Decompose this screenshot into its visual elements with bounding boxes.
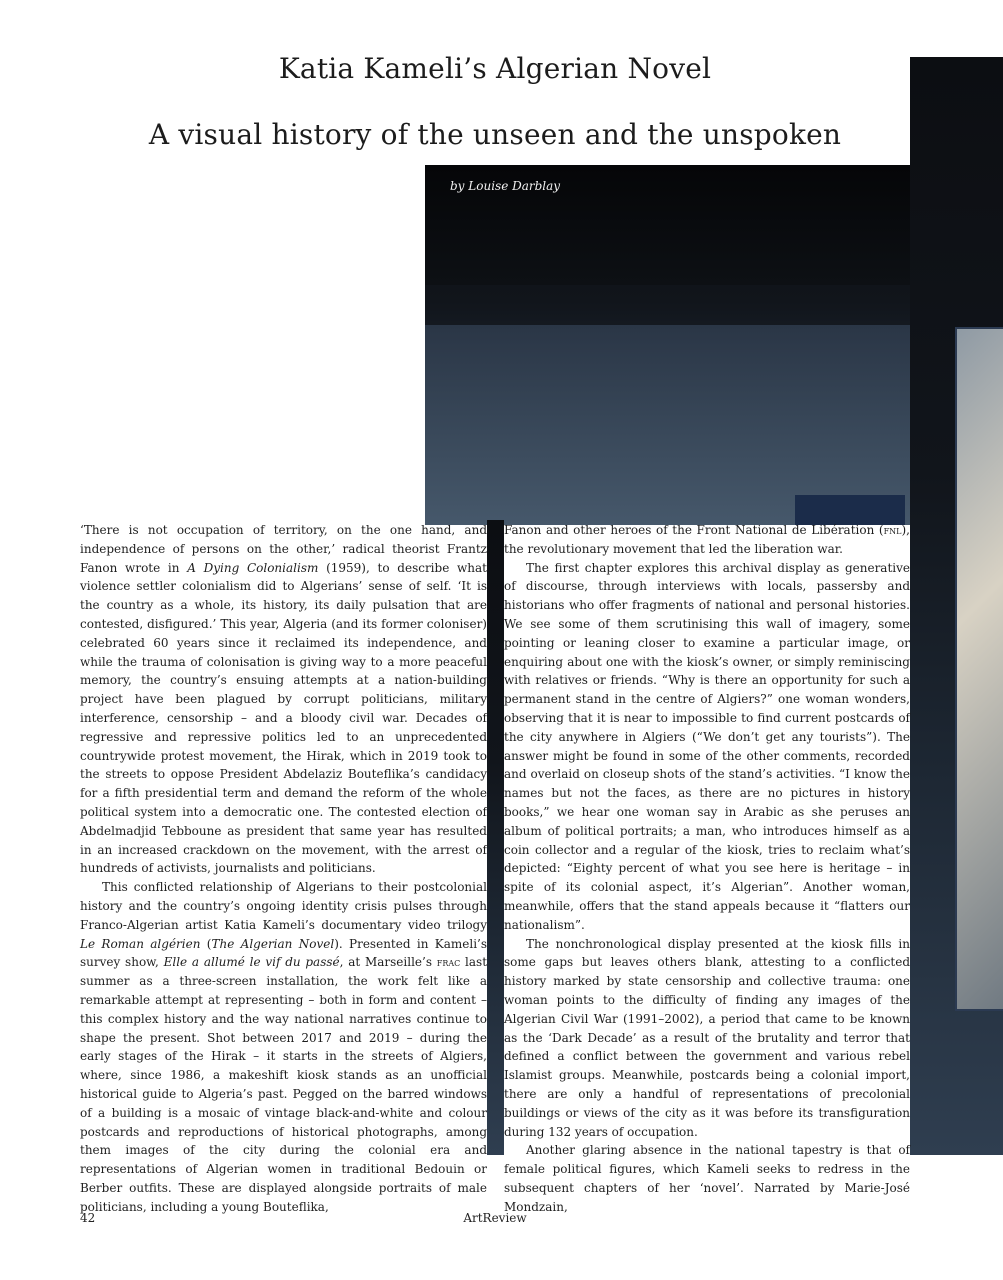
text-run: ( xyxy=(200,936,212,951)
acronym: fnl xyxy=(883,523,902,537)
text-run: This conflicted relationship of Algerians to their postcolonial history and the country’s ongoing identity crisis pulses through Franco-Algerian artist Katia Kameli’s documentary video trilogy xyxy=(80,880,487,932)
text-run: (1959), to describe what violence settler colonialism did to Algerians’ sense of self. ‘It is the country as a whole, its history, its daily pulsation that are contested, disfigured.’ This year, Algeria (and its former coloniser) celebrated 60 years since it reclaimed its independence, and while the trauma of colonisation is giving way to a more peaceful memory, the country’s ensuing attempts at a nation-building project have been plagued by corrupt politicians, military interference, censorship – and a bloody civil war. Decades of regressive and repressive politics led to an unprecedented countrywide protest movement, the Hirak, which in 2019 took to the streets to oppose President Abdelaziz Bouteflika’s candidacy for a fifth presidential term and demand the reform of the whole political system into a democratic one. The contested election of Abdelmadjid Tebboune as president that same year has resulted in an increased crackdown on the movement, with the arrest of hundreds of activists, journalists and politicians. xyxy=(80,560,487,876)
page-number: 42 xyxy=(80,1211,96,1225)
text-run: ). Presented in Kameli’s survey show, xyxy=(80,936,488,970)
text-run: , at Marseille’s xyxy=(339,955,437,970)
publication-name: ArtReview xyxy=(463,1211,527,1225)
italic-title: Le Roman algérien xyxy=(80,936,201,951)
text-run: ‘There is not occupation of territory, on the one hand, and independence of persons on the other,’ radical theorist Frantz Fanon wrote in xyxy=(80,523,487,575)
gallery-photo-gutter xyxy=(487,520,504,1155)
photo-screen xyxy=(955,327,1003,1011)
gallery-photo-right xyxy=(910,57,1003,1155)
text-run: Fanon and other heroes of the Front National de Libération ( xyxy=(504,523,884,537)
article-title: Katia Kameli’s Algerian Novel xyxy=(278,52,712,85)
paragraph: Another glaring absence in the national tapestry is that of female political figures, which Kameli seeks to redress in the subsequent chapters of her ‘novel’. Narrated by Marie-José Mondzain, xyxy=(504,1143,910,1214)
article-subtitle: A visual history of the unseen and the unspoken xyxy=(148,118,842,151)
photo-background xyxy=(487,520,504,1155)
acronym: frac xyxy=(436,955,461,970)
byline: by Louise Darblay xyxy=(450,179,561,193)
paragraph: The first chapter explores this archival display as generative of discourse, through interviews with locals, passersby and historians who offer fragments of national and personal histories. We see some of them scrutinising this wall of imagery, some pointing or leaning closer to examine a particular image, or enquiring about one with the kiosk’s owner, or simply reminiscing with relatives or friends. “Why is there an opportunity for such a permanent stand in the centre of Algiers?” one woman wonders, observing that it is near to impossible to find current postcards of the city anywhere in Algiers (“We don’t get any tourists”). The answer might be found in some of the other comments, recorded and overlaid on closeup shots of the stand’s activities. “I know the names but not the faces, as there are no pictures in history books,” we hear one woman say in Arabic as she peruses an album of political portraits; a man, who introduces himself as a coin collector and a regular of the kiosk, tries to reclaim what’s depicted: “Eighty percent of what you see here is heritage – in spite of its colonial aspect, it’s Algerian”. Another woman, meanwhile, offers that the stand appeals because it “flatters our nationalism”. xyxy=(504,560,910,932)
text-column-right xyxy=(504,521,910,1216)
paragraph: The nonchronological display presented at the kiosk fills in some gaps but leaves others blank, attesting to a conflicted history marked by state censorship and collective trauma: one woman points to the difficulty of finding any images of the Algerian Civil War (1991–2002), a period that came to be known as the ‘Dark Decade’ as a result of the brutality and terror that defined a conflict between the government and various rebel Islamist groups. Meanwhile, postcards being a colonial import, there are only a handful of representations of precolonial buildings or views of the city as it was before its transfiguration during 132 years of occupation. xyxy=(504,936,910,1139)
italic-title: A Dying Colonialism xyxy=(187,560,319,575)
gallery-photo xyxy=(425,165,910,525)
italic-title: Elle a allumé le vif du passé xyxy=(163,955,340,970)
italic-title: The Algerian Novel xyxy=(211,936,335,951)
paragraph xyxy=(80,878,487,1216)
paragraph xyxy=(504,521,910,559)
text-run: ), the revolutionary movement that led the liberation war. xyxy=(504,523,910,556)
text-column-left xyxy=(80,521,487,1216)
text-run: last summer as a three-screen installation, the work felt like a remarkable attempt at representing – both in form and content – this complex history and the way national narratives continue to shape the present. Shot between 2017 and 2019 – during the early stages of the Hirak – it starts in the streets of Algiers, where, since 1986, a makeshift kiosk stands as an unofficial historical guide to Algeria’s past. Pegged on the barred windows of a building is a mosaic of vintage black-and-white and colour postcards and reproductions of historical photographs, among them images of the city during the colonial era and representations of Algerian women in traditional Bedouin or Berber outfits. These are displayed alongside portraits of male politicians, including a young Bouteflika, xyxy=(80,955,488,1214)
paragraph xyxy=(80,521,487,878)
